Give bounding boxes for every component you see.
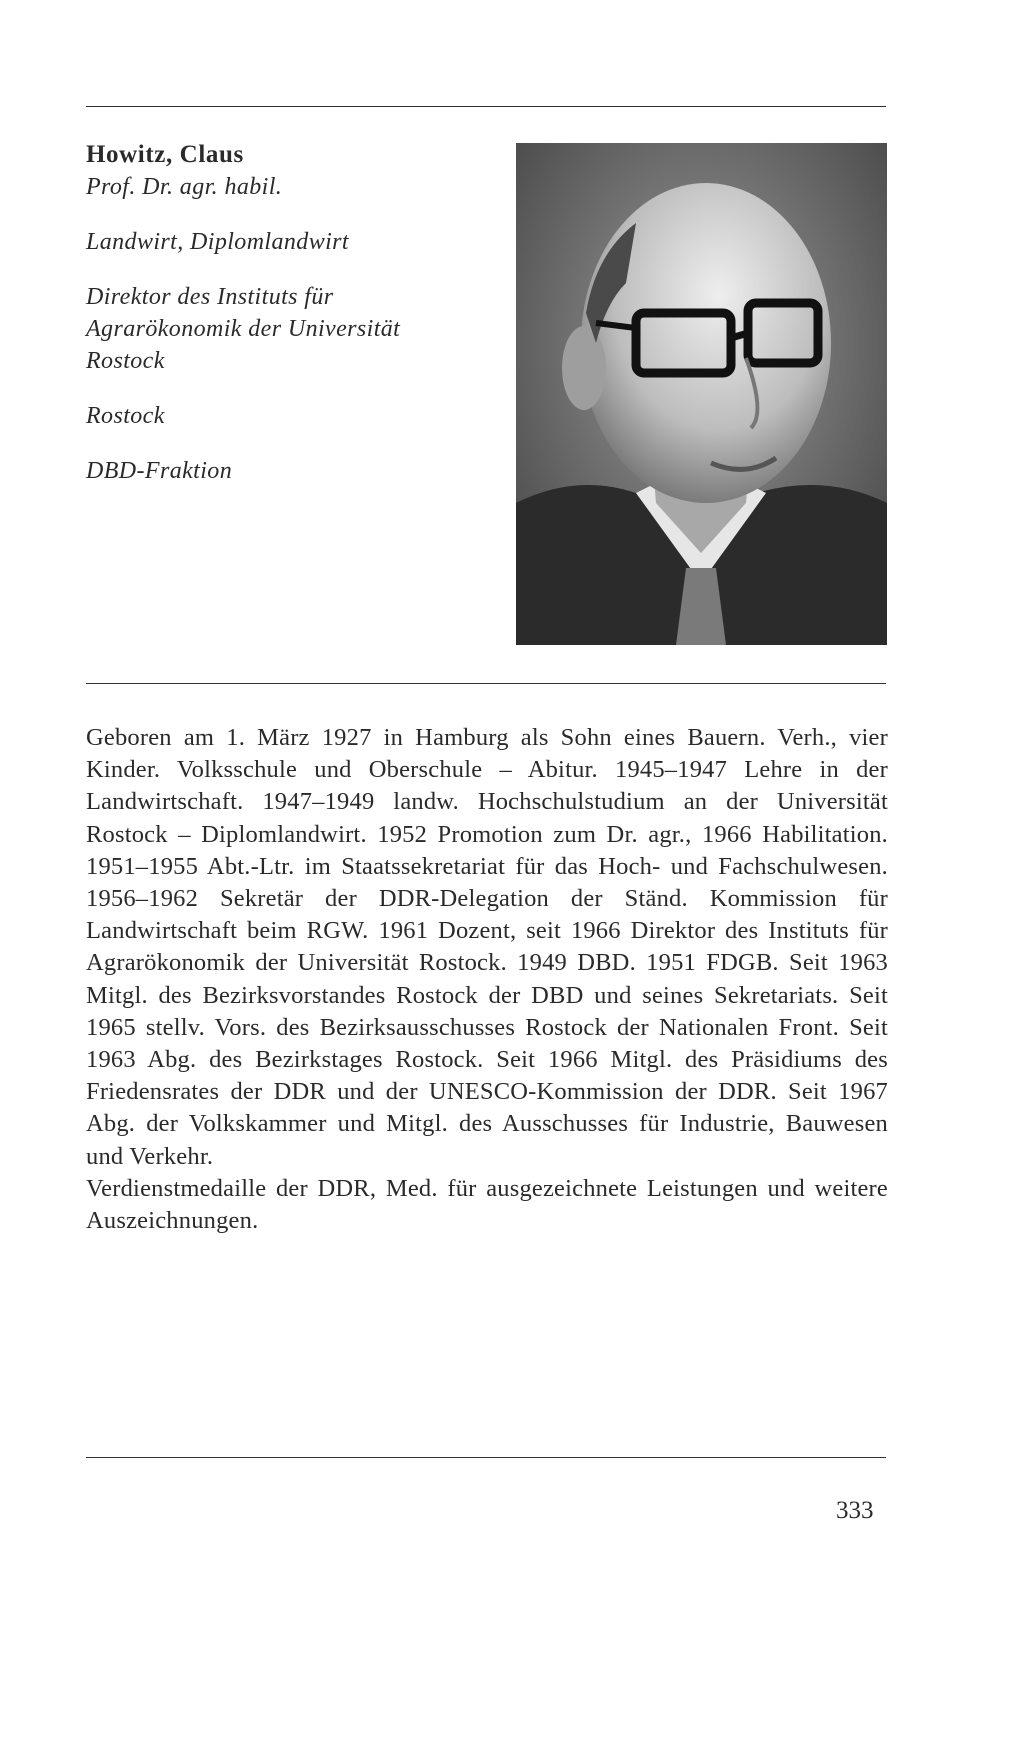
top-divider bbox=[86, 106, 886, 107]
profession: Landwirt, Diplomlandwirt bbox=[86, 229, 349, 255]
academic-title: Prof. Dr. agr. habil. bbox=[86, 174, 283, 200]
portrait-photo bbox=[516, 143, 887, 645]
position-line: Agrarökonomik der Universität bbox=[86, 316, 401, 342]
person-name: Howitz, Claus bbox=[86, 141, 244, 168]
biography-paragraph: Geboren am 1. März 1927 in Hamburg als Sohn eines Bauern. Verh., vier Kinder. Volksschule und Oberschule – Abitur. 1945–1947 Lehre in der Landwirtschaft. 1947–1949 landw. Hochschulstudium an der Universität Rostock – Diplomlandwirt. 1952 Promotion zum Dr. agr., 1966 Habilitation. 1951–1955 Abt.-Ltr. im Staatssekretariat für das Hoch- und Fachschulwesen. 1956–1962 Sekretär der DDR-Delegation der Ständ. Kommission für Landwirtschaft beim RGW. 1961 Dozent, seit 1966 Direktor des Instituts für Agrarökonomik der Universität Rostock. 1949 DBD. 1951 FDGB. Seit 1963 Mitgl. des Bezirksvorstandes Rostock der DBD und seines Sekretariats. Seit 1965 stellv. Vors. des Bezirksausschusses Rostock der Nationalen Front. Seit 1963 Abg. des Bezirkstages Rostock. Seit 1966 Mitgl. des Präsidiums des Friedensrates der DDR und der UNESCO-Kommission der DDR. Seit 1967 Abg. der Volkskammer und Mitgl. des Ausschusses für Industrie, Bauwesen und Verkehr. bbox=[86, 724, 888, 1170]
faction: DBD-Fraktion bbox=[86, 458, 233, 484]
biography-paragraph: Verdienstmedaille der DDR, Med. für ausgezeichnete Leistungen und weitere Auszeichnungen. bbox=[86, 1174, 888, 1235]
position bbox=[86, 281, 506, 377]
entry-header bbox=[86, 139, 506, 487]
residence: Rostock bbox=[86, 403, 165, 429]
bottom-divider bbox=[86, 1457, 886, 1458]
position-line: Rostock bbox=[86, 348, 165, 374]
middle-divider bbox=[86, 683, 886, 684]
position-line: Direktor des Instituts für bbox=[86, 284, 334, 310]
page-number: 333 bbox=[836, 1497, 874, 1524]
biography bbox=[86, 722, 888, 1237]
